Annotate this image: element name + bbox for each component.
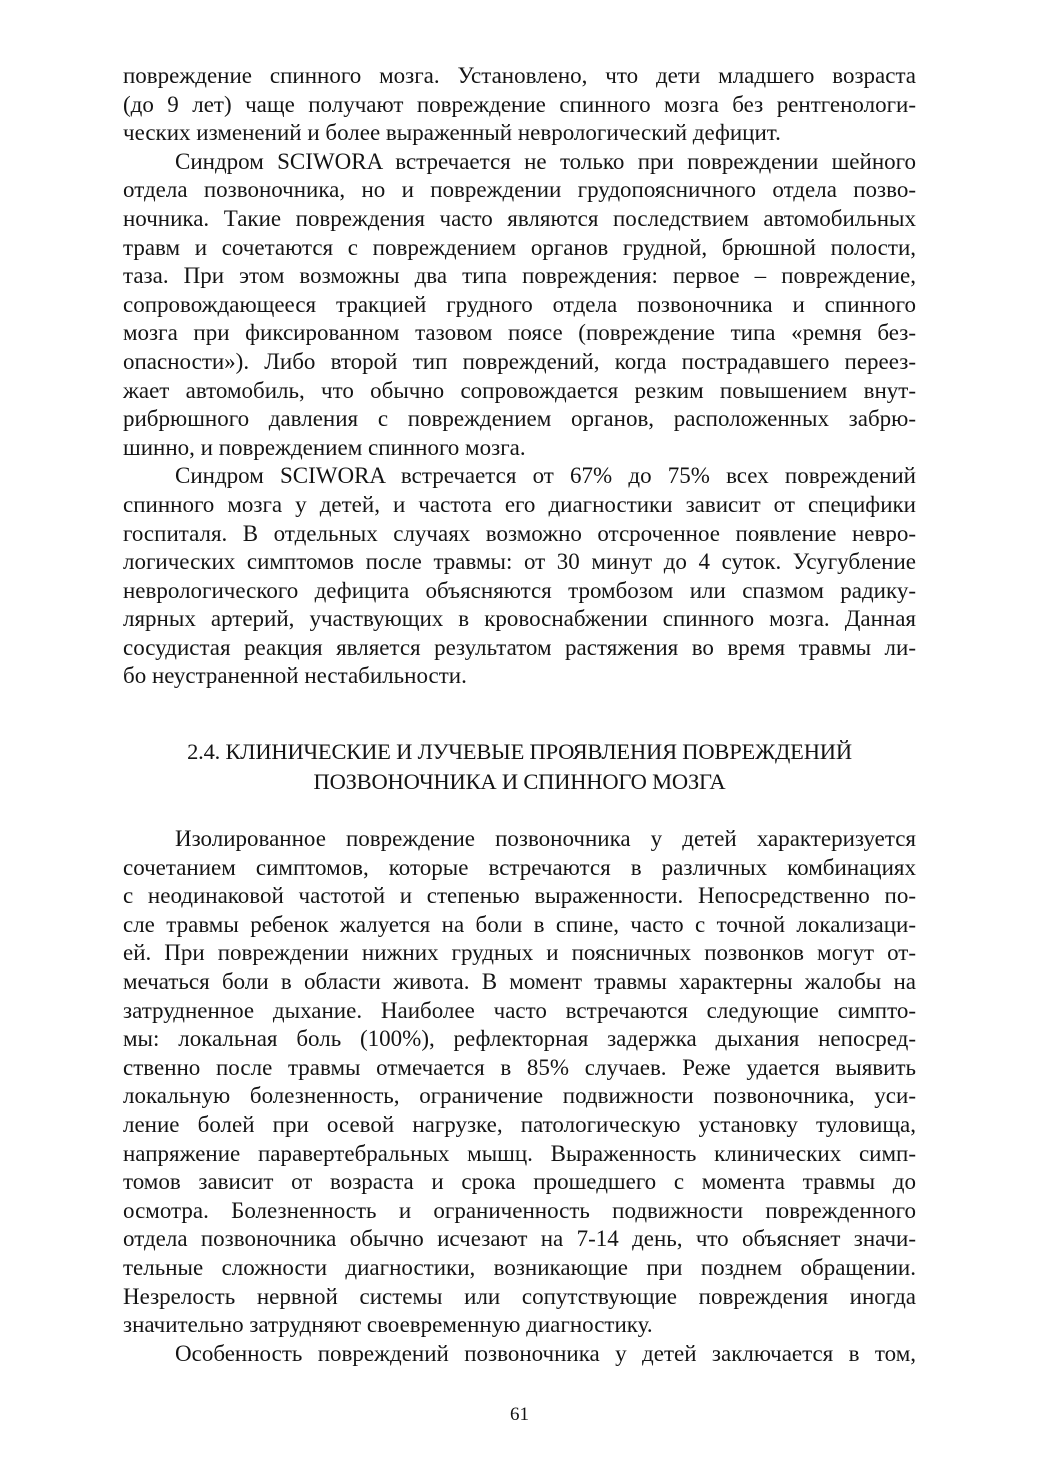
text-block-1 bbox=[123, 62, 916, 691]
text-line: отдела позвоночника обычно исчезают на 7-14 день, что объясняет значи- bbox=[123, 1226, 916, 1252]
text-line: рибрюшного давления с повреждением органов, расположенных забрю- bbox=[123, 406, 916, 432]
text-line: мозга при фиксированном тазовом поясе (повреждение типа «ремня без- bbox=[123, 320, 916, 346]
text-line: логических симптомов после травмы: от 30 минут до 4 суток. Усугубление bbox=[123, 549, 916, 575]
paragraph-start: Синдром SCIWORA встречается не только при повреждении шейного bbox=[175, 148, 916, 174]
paragraph-start: Особенность повреждений позвоночника у детей заключается в том, bbox=[175, 1340, 916, 1366]
text-line: спинного мозга у детей, и частота его диагностики зависит от специфики bbox=[123, 491, 916, 517]
text-line: сочетанием симптомов, которые встречаются в различных комбинациях bbox=[123, 854, 916, 880]
section-heading bbox=[123, 737, 916, 797]
text-line: мы: локальная боль (100%), рефлекторная задержка дыхания непосред- bbox=[123, 1026, 916, 1052]
text-line: с неодинаковой частотой и степенью выраженности. Непосредственно по- bbox=[123, 883, 916, 909]
text-line: мечаться боли в области живота. В момент травмы характерны жалобы на bbox=[123, 968, 916, 994]
text-line: сосудистая реакция является результатом растяжения во время травмы ли- bbox=[123, 634, 916, 660]
text-line: жает автомобиль, что обычно сопровождается резким повышением внут- bbox=[123, 377, 916, 403]
text-block-2 bbox=[123, 825, 916, 1368]
text-line: затрудненное дыхание. Наиболее часто встречаются следующие симпто- bbox=[123, 997, 916, 1023]
text-line: опасности»). Либо второй тип повреждений, когда пострадавшего переез- bbox=[123, 348, 916, 374]
text-line: напряжение паравертебральных мышц. Выраженность клинических симп- bbox=[123, 1140, 916, 1166]
page-number: 61 bbox=[510, 1404, 529, 1425]
text-line: тельные сложности диагностики, возникающие при позднем обращении. bbox=[123, 1254, 916, 1280]
text-line: Незрелость нервной системы или сопутствующие повреждения иногда bbox=[123, 1283, 916, 1309]
text-line: ей. При повреждении нижних грудных и поясничных позвонков могут от- bbox=[123, 940, 916, 966]
text-line: таза. При этом возможны два типа повреждения: первое – повреждение, bbox=[123, 263, 916, 289]
text-line: ночника. Такие повреждения часто являются последствием автомобильных bbox=[123, 205, 916, 231]
text-line: отдела позвоночника, но и повреждении грудопоясничного отдела позво- bbox=[123, 177, 916, 203]
text-line: ственно после травмы отмечается в 85% случаев. Реже удается выявить bbox=[123, 1054, 916, 1080]
text-line: осмотра. Болезненность и ограниченность подвижности поврежденного bbox=[123, 1197, 916, 1223]
text-line: локальную болезненность, ограничение подвижности позвоночника, уси- bbox=[123, 1083, 916, 1109]
text-line: повреждение спинного мозга. Установлено, что дети младшего возраста bbox=[123, 63, 916, 88]
section-heading-line-2: ПОЗВОНОЧНИКА И СПИННОГО МОЗГА bbox=[313, 769, 726, 794]
text-line: лярных артерий, участвующих в кровоснабжении спинного мозга. Данная bbox=[123, 606, 916, 632]
section-heading-line-1: 2.4. КЛИНИЧЕСКИЕ И ЛУЧЕВЫЕ ПРОЯВЛЕНИЯ ПОВРЕЖДЕНИЙ bbox=[187, 739, 852, 764]
text-line: неврологического дефицита объясняются тромбозом или спазмом радику- bbox=[123, 577, 916, 603]
paragraph-start: Синдром SCIWORA встречается от 67% до 75% всех повреждений bbox=[175, 463, 916, 489]
text-line: значительно затрудняют своевременную диагностику. bbox=[123, 1312, 653, 1338]
text-line: травм и сочетаются с повреждением органов грудной, брюшной полости, bbox=[123, 234, 916, 260]
text-line: ческих изменений и более выраженный неврологический дефицит. bbox=[123, 120, 781, 146]
text-line: сопровождающееся тракцией грудного отдела позвоночника и спинного bbox=[123, 291, 916, 317]
text-line: (до 9 лет) чаще получают повреждение спинного мозга без рентгенологи- bbox=[123, 91, 916, 117]
text-line: ление болей при осевой нагрузке, патологическую установку туловища, bbox=[123, 1111, 916, 1137]
text-line: сле травмы ребенок жалуется на боли в спине, часто с точной локализаци- bbox=[123, 911, 916, 937]
text-line: томов зависит от возраста и срока прошедшего с момента травмы до bbox=[123, 1169, 916, 1195]
text-line: шинно, и повреждением спинного мозга. bbox=[123, 434, 526, 460]
text-line: госпиталя. В отдельных случаях возможно отсроченное появление невро- bbox=[123, 520, 916, 546]
text-line: бо неустраненной нестабильности. bbox=[123, 663, 467, 689]
paragraph-start: Изолированное повреждение позвоночника у детей характеризуется bbox=[175, 826, 916, 851]
